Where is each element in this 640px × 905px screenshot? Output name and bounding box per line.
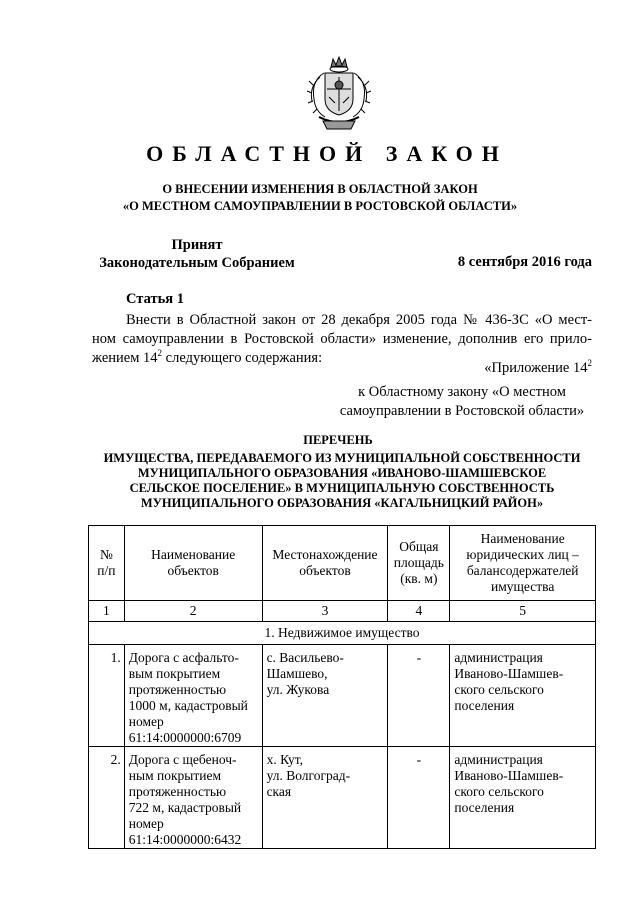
article-text-part: следующего содержания: (162, 350, 323, 366)
list-title-line: МУНИЦИПАЛЬНОГО ОБРАЗОВАНИЯ «ИВАНОВО-ШАМШЕВСКОЕ (137, 466, 547, 480)
cell-line: ул. Волгоград- (266, 768, 351, 783)
list-title-line: СЕЛЬСКОЕ ПОСЕЛЕНИЕ» В МУНИЦИПАЛЬНУЮ СОБСТВЕННОСТЬ (129, 481, 555, 495)
object-area: - (388, 747, 450, 849)
header-text: юридических лиц – (466, 547, 579, 562)
header-text: площадь (393, 555, 444, 570)
article-text-part: жением 14 (92, 350, 158, 366)
cell-line: ул. Жукова (266, 682, 330, 697)
table-row (89, 645, 596, 747)
object-name (124, 747, 262, 849)
subtitle-line: О ВНЕСЕНИИ ИЗМЕНЕНИЯ В ОБЛАСТНОЙ ЗАКОН (162, 182, 478, 196)
cell-line: ным покрытием (128, 768, 222, 783)
adopted-label: Принят (171, 237, 223, 253)
list-title-line: МУНИЦИПАЛЬНОГО ОБРАЗОВАНИЯ «КАГАЛЬНИЦКИЙ РАЙОН» (140, 496, 544, 510)
annex-reference-line: самоуправлении в Ростовской области» (339, 403, 585, 419)
header-cell-number (89, 526, 125, 601)
table-header-row (89, 526, 596, 601)
header-text: п/п (97, 563, 116, 578)
article-heading: Статья 1 (126, 291, 184, 307)
header-text: (кв. м) (400, 571, 438, 586)
cell-line: номер (128, 714, 164, 729)
object-location (262, 747, 388, 849)
cell-line: поселения (454, 698, 515, 713)
annex-reference (332, 383, 592, 421)
header-text: Общая (399, 539, 439, 554)
object-name (124, 645, 262, 747)
subtitle-line: «О МЕСТНОМ САМОУПРАВЛЕНИИ В РОСТОВСКОЙ ОБЛАСТИ» (122, 199, 518, 213)
adoption-date: 8 сентября 2016 года (457, 254, 592, 270)
header-text: Наименование (151, 547, 236, 562)
list-title (92, 451, 592, 511)
column-number-row (89, 601, 596, 622)
column-number: 5 (450, 601, 596, 622)
header-text: объектов (299, 563, 351, 578)
cell-line: ская (266, 784, 292, 799)
article-text-line: ном самоуправлении в Ростовской области» изменение, дополнив его прило- (92, 331, 592, 347)
cell-line: протяженностью (128, 784, 227, 799)
cell-line: Шамшево, (266, 666, 328, 681)
superscript: 2 (587, 358, 592, 368)
header-cell-name (124, 526, 262, 601)
cell-line: ского сельского (454, 682, 544, 697)
adopted-body: Законодательным Собранием (99, 255, 295, 271)
law-title: ОБЛАСТНОЙ ЗАКОН (146, 141, 508, 166)
row-number: 2. (89, 747, 125, 849)
cell-line: ского сельского (454, 784, 544, 799)
cell-line: х. Кут, (266, 752, 304, 767)
cell-line: Дорога с щебеноч- (128, 752, 237, 767)
column-number: 4 (388, 601, 450, 622)
article-text-line: Внести в Областной закон от 28 декабря 2005 года № 436-ЗС «О мест- (126, 312, 592, 328)
row-number: 1. (89, 645, 125, 747)
column-number: 1 (89, 601, 125, 622)
property-table (88, 525, 596, 849)
header-cell-location (262, 526, 388, 601)
header-text: имущества (491, 579, 555, 594)
cell-line: вым покрытием (128, 666, 221, 681)
column-number: 3 (262, 601, 388, 622)
header-text: Наименование (480, 531, 565, 546)
cell-line: 61:14:0000000:6709 (128, 730, 242, 745)
list-title-line: ИМУЩЕСТВА, ПЕРЕДАВАЕМОГО ИЗ МУНИЦИПАЛЬНОЙ СОБСТВЕННОСТИ (103, 451, 581, 465)
cell-line: 722 м, кадастровый (128, 800, 242, 815)
cell-line: 61:14:0000000:6432 (128, 832, 242, 847)
header-text: № (99, 547, 113, 562)
cell-line: администрация (454, 752, 543, 767)
header-cell-holder (450, 526, 596, 601)
cell-line: Дорога с асфальто- (128, 650, 239, 665)
cell-line: протяженностью (128, 682, 227, 697)
cell-line: поселения (454, 800, 515, 815)
annex-title (484, 360, 592, 377)
balance-holder (450, 645, 596, 747)
rostov-oblast-coat-of-arms-icon (305, 55, 373, 133)
table-row (89, 747, 596, 849)
section-title: 1. Недвижимое имущество (89, 622, 596, 645)
header-text: объектов (167, 563, 219, 578)
annex-title-text: «Приложение 14 (484, 360, 588, 376)
adopted-by (92, 236, 302, 272)
cell-line: с. Васильево- (266, 650, 344, 665)
annex-reference-line: к Областному закону «О местном (358, 384, 566, 400)
cell-line: администрация (454, 650, 543, 665)
cell-line: номер (128, 816, 164, 831)
header-text: балансодержателей (466, 563, 579, 578)
column-number: 2 (124, 601, 262, 622)
header-text: Местонахождение (272, 547, 378, 562)
object-location (262, 645, 388, 747)
cell-line: 1000 м, кадастровый (128, 698, 248, 713)
law-subtitle (0, 181, 640, 215)
balance-holder (450, 747, 596, 849)
header-cell-area (388, 526, 450, 601)
cell-line: Иваново-Шамшев- (454, 666, 564, 681)
cell-line: Иваново-Шамшев- (454, 768, 564, 783)
object-area: - (388, 645, 450, 747)
section-row (89, 622, 596, 645)
list-heading: ПЕРЕЧЕНЬ (303, 433, 373, 447)
superscript: 2 (157, 348, 163, 358)
